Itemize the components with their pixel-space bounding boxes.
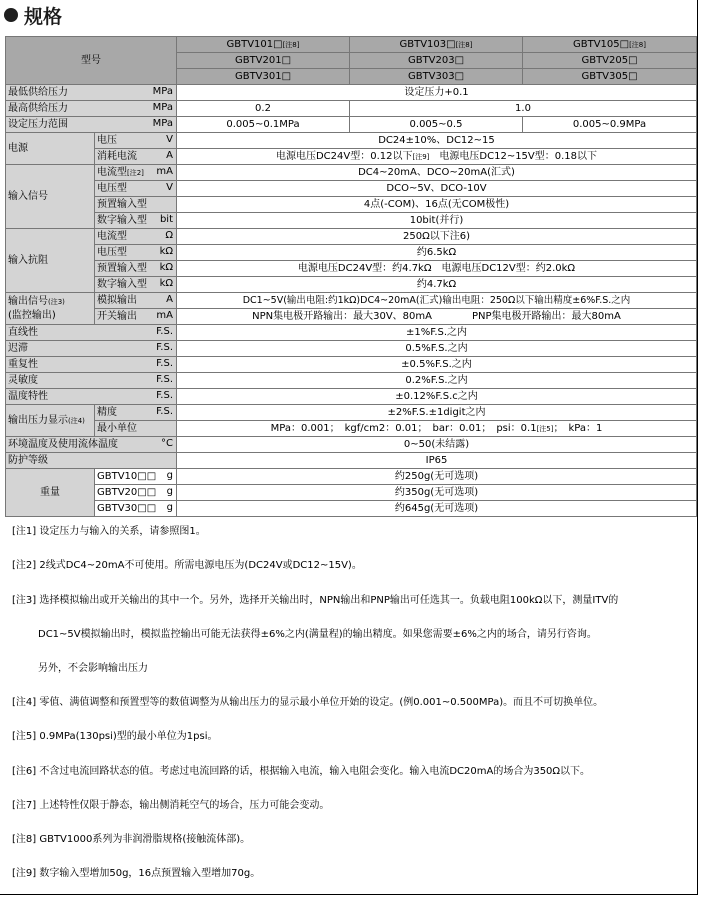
table-row: [6, 149, 697, 165]
table-row: [6, 245, 697, 261]
sub-label: GBTV20□□ g: [95, 485, 177, 501]
row-value: 0.2: [177, 101, 350, 117]
row-label: 设定压力范围 MPa: [6, 117, 177, 133]
table-row: [6, 181, 697, 197]
group-label: 输出信号(注3) (监控输出): [6, 293, 95, 325]
row-value: 约4.7kΩ: [177, 277, 697, 293]
note-line: [注7] 上述特性仅限于静态，输出侧消耗空气的场合，压力可能会变动。: [12, 800, 330, 811]
row-value: 250Ω以下注6): [177, 229, 697, 245]
row-label: 最低供给压力 MPa: [6, 85, 177, 101]
sub-label: 精度 F.S.: [95, 405, 177, 421]
bullet-icon: [4, 8, 18, 22]
sub-label: 电压型 kΩ: [95, 245, 177, 261]
model-cell: GBTV201□: [177, 53, 350, 69]
row-label: 环境温度及使用流体温度 °C: [6, 437, 177, 453]
note-line: [注5] 0.9MPa(130psi)型的最小单位为1psi。: [12, 731, 218, 742]
table-row: [6, 469, 697, 485]
table-row: [6, 101, 697, 117]
note-line: 另外，不会影响输出压力: [38, 663, 148, 674]
sub-label: 预置输入型 kΩ: [95, 261, 177, 277]
sub-label: GBTV10□□ g: [95, 469, 177, 485]
row-label: 防护等级: [6, 453, 177, 469]
table-row: [6, 389, 697, 405]
row-value: 约250g(无可选项): [177, 469, 697, 485]
table-row: [6, 309, 697, 325]
table-row: [6, 293, 697, 309]
model-cell: GBTV105□[注8]: [523, 37, 697, 53]
row-value: ±0.5%F.S.之内: [177, 357, 697, 373]
sub-label: 模拟输出 A: [95, 293, 177, 309]
row-value: 约6.5kΩ: [177, 245, 697, 261]
model-cell: GBTV203□: [350, 53, 523, 69]
row-label: 重复性 F.S.: [6, 357, 177, 373]
model-cell: GBTV303□: [350, 69, 523, 85]
note-line: [注2] 2线式DC4~20mA不可使用。所需电源电压为(DC24V或DC12~15V)。: [12, 560, 362, 571]
row-value: IP65: [177, 453, 697, 469]
sub-label: 数字输入型 bit: [95, 213, 177, 229]
row-value: 10bit(并行): [177, 213, 697, 229]
row-value: 约645g(无可选项): [177, 501, 697, 517]
row-value: 1.0: [350, 101, 697, 117]
row-label: 最高供给压力 MPa: [6, 101, 177, 117]
row-value: DCO~5V、DCO-10V: [177, 181, 697, 197]
table-row: [6, 357, 697, 373]
note-line: [注6] 不含过电流回路状态的值。考虑过电流回路的话，根据输入电流，输入电阻会变化。输入电流DC20mA的场合为350Ω以下。: [12, 766, 591, 777]
group-label: 电源: [6, 133, 95, 165]
row-value: DC24±10%、DC12~15: [177, 133, 697, 149]
table-row: [6, 229, 697, 245]
row-value: ±2%F.S.±1digit之内: [177, 405, 697, 421]
row-label: 直线性 F.S.: [6, 325, 177, 341]
row-value: ±1%F.S.之内: [177, 325, 697, 341]
table-row: [6, 341, 697, 357]
model-cell: GBTV205□: [523, 53, 697, 69]
group-label: 输入信号: [6, 165, 95, 229]
section-title-text: 规格: [24, 5, 63, 28]
model-cell: GBTV301□: [177, 69, 350, 85]
row-value: NPN集电极开路输出：最大30V、80mA PNP集电极开路输出：最大80mA: [177, 309, 697, 325]
sub-label: 消耗电流 A: [95, 149, 177, 165]
row-value: 0.005~0.9MPa: [523, 117, 697, 133]
section-title: [4, 2, 62, 28]
table-row: [6, 501, 697, 517]
group-label: 输出压力显示(注4): [6, 405, 95, 437]
row-value: MPa：0.001； kgf/cm2：0.01； bar：0.01； psi：0.1[注5]； kPa：1: [177, 421, 697, 437]
row-value: 设定压力+0.1: [177, 85, 697, 101]
table-row: [6, 373, 697, 389]
table-row: [6, 437, 697, 453]
row-value: 0.2%F.S.之内: [177, 373, 697, 389]
sub-label: 最小单位: [95, 421, 177, 437]
sub-label: 电压型 V: [95, 181, 177, 197]
note-line: [注4] 零值、满值调整和预置型等的数值调整为从输出压力的显示最小单位开始的设定。(例0.001~0.500MPa)。而且不可切换单位。: [12, 697, 604, 708]
note-line: [注3] 选择模拟输出或开关输出的其中一个。另外，选择开关输出时，NPN输出和PNP输出可任选其一。负载电阻100kΩ以下，测量ITV的: [12, 595, 619, 606]
row-value: 电源电压DC24V型：0.12以下[注9] 电源电压DC12~15V型：0.18以下: [177, 149, 697, 165]
sub-label: 预置输入型: [95, 197, 177, 213]
row-value: 4点(-COM)、16点(无COM极性): [177, 197, 697, 213]
sub-label: 电流型[注2] mA: [95, 165, 177, 181]
table-row: [6, 133, 697, 149]
table-row: [6, 421, 697, 437]
table-row: [6, 197, 697, 213]
table-row: [6, 453, 697, 469]
model-cell: GBTV103□[注8]: [350, 37, 523, 53]
spec-table: [5, 36, 697, 517]
note-line: DC1~5V模拟输出时，模拟监控输出可能无法获得±6%之内(满量程)的输出精度。如果您需要±6%之内的场合，请另行咨询。: [38, 629, 597, 640]
table-row: [6, 405, 697, 421]
row-value: 0~50(未结露): [177, 437, 697, 453]
row-value: DC1~5V(输出电阻:约1kΩ)DC4~20mA(汇式)输出电阻：250Ω以下输出精度±6%F.S.之内: [177, 293, 697, 309]
row-label: 迟滞 F.S.: [6, 341, 177, 357]
note-line: [注9] 数字输入型增加50g，16点预置输入型增加70g。: [12, 868, 261, 879]
sub-label: 数字输入型 kΩ: [95, 277, 177, 293]
note-line: [注8] GBTV1000系列为非润滑脂规格(接触流体部)。: [12, 834, 251, 845]
sub-label: 电流型 Ω: [95, 229, 177, 245]
row-value: ±0.12%F.S.c之内: [177, 389, 697, 405]
table-row: [6, 37, 697, 53]
table-row: [6, 485, 697, 501]
model-label: 型号: [6, 37, 177, 85]
row-value: 0.005~0.5: [350, 117, 523, 133]
row-label: 灵敏度 F.S.: [6, 373, 177, 389]
table-row: [6, 277, 697, 293]
table-row: [6, 117, 697, 133]
row-value: 0.005~0.1MPa: [177, 117, 350, 133]
table-row: [6, 261, 697, 277]
row-value: 约350g(无可选项): [177, 485, 697, 501]
table-row: [6, 325, 697, 341]
sub-label: GBTV30□□ g: [95, 501, 177, 517]
group-label: 输入抗阻: [6, 229, 95, 293]
sub-label: 开关输出 mA: [95, 309, 177, 325]
table-row: [6, 165, 697, 181]
row-value: DC4~20mA、DCO~20mA(汇式): [177, 165, 697, 181]
row-value: 0.5%F.S.之内: [177, 341, 697, 357]
table-row: [6, 213, 697, 229]
model-cell: GBTV101□[注8]: [177, 37, 350, 53]
model-cell: GBTV305□: [523, 69, 697, 85]
row-label: 温度特性 F.S.: [6, 389, 177, 405]
sub-label: 电压 V: [95, 133, 177, 149]
table-row: [6, 85, 697, 101]
note-line: [注1] 设定压力与输入的关系，请参照图1。: [12, 526, 206, 537]
group-label: 重量: [6, 469, 95, 517]
row-value: 电源电压DC24V型：约4.7kΩ 电源电压DC12V型：约2.0kΩ: [177, 261, 697, 277]
